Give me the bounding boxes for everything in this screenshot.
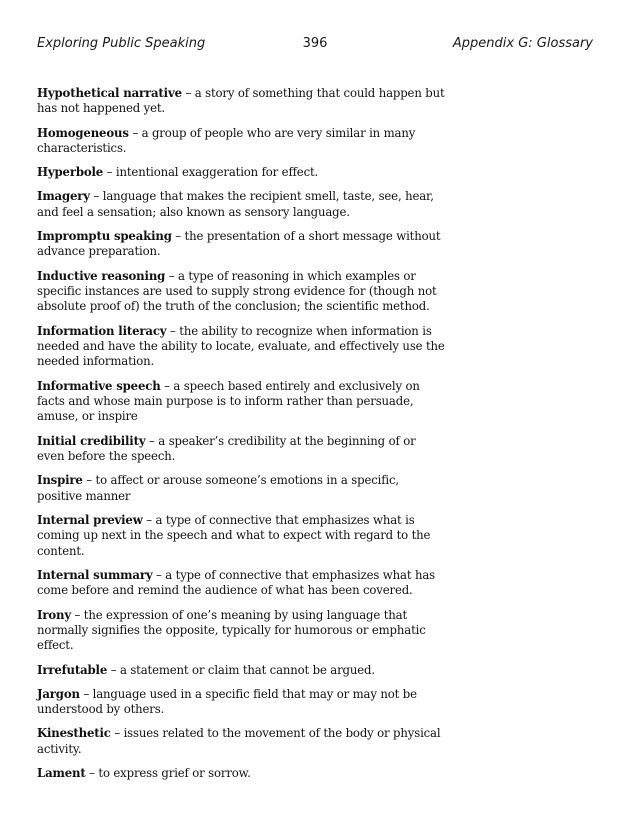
glossary-entry-hyperbole [37, 165, 445, 180]
glossary-entry-internal-preview [37, 513, 445, 559]
glossary-definition: – to express grief or sorrow. [85, 765, 251, 780]
glossary-term: Imagery [37, 189, 90, 204]
glossary-term: Inductive reasoning [37, 268, 166, 283]
glossary-term: Information literacy [37, 323, 167, 338]
glossary-definition: – a story of something that could happen but has not happened yet. [37, 86, 445, 116]
glossary-definition: – a type of connective that emphasizes what has come before and remind the audience of what has been covered. [37, 567, 435, 598]
glossary-term: Internal preview [37, 512, 143, 527]
glossary-definition: – a speaker’s credibility at the beginning of or even before the speech. [37, 433, 416, 464]
glossary-definition: – a speech based entirely and exclusively on facts and whose main purpose is to inform rather than persuade, amuse, or inspire [37, 378, 420, 424]
glossary-term: Internal summary [37, 567, 153, 582]
glossary-definition: – a group of people who are very similar in many characteristics. [37, 125, 416, 156]
glossary-definition: – a statement or claim that cannot be argued. [107, 662, 375, 677]
glossary-entry-lament [37, 766, 445, 781]
glossary-term: Hypothetical narrative [37, 86, 182, 100]
glossary-definition: – the presentation of a short message without advance preparation. [37, 229, 441, 259]
glossary-term: Inspire [37, 473, 83, 488]
glossary-entry-initial-credibility [37, 434, 445, 465]
glossary-entry-imagery [37, 189, 445, 220]
glossary-term: Hyperbole [37, 165, 104, 180]
glossary-entry-internal-summary [37, 568, 445, 599]
glossary-definition: – language that makes the recipient smell, taste, see, hear, and feel a sensation; also known as sensory language. [37, 189, 434, 219]
glossary-entry-homogeneous [37, 126, 445, 157]
glossary-term: Lament [37, 765, 86, 780]
glossary-definition: – a type of connective that emphasizes what is coming up next in the speech and what to expect with regard to the content. [37, 512, 431, 558]
glossary-entry-irony [37, 608, 445, 654]
glossary-definition: – intentional exaggeration for effect. [103, 165, 319, 180]
glossary-entry-impromptu-speaking [37, 229, 445, 260]
glossary-entry-inspire [37, 473, 445, 504]
running-header [37, 36, 593, 56]
header-book-title: Exploring Public Speaking [37, 36, 206, 51]
glossary-list [37, 86, 445, 790]
glossary-entry-inductive-reasoning [37, 269, 445, 315]
glossary-entry-informative-speech [37, 379, 445, 425]
glossary-term: Irony [37, 607, 71, 622]
glossary-entry-jargon [37, 687, 445, 718]
glossary-term: Irrefutable [37, 662, 108, 677]
glossary-entry-information-literacy [37, 324, 445, 370]
glossary-term: Informative speech [37, 378, 161, 393]
header-section-title: Appendix G: Glossary [452, 36, 593, 51]
glossary-definition: – to affect or arouse someone’s emotions in a specific, positive manner [37, 473, 399, 503]
glossary-term: Impromptu speaking [37, 229, 172, 244]
glossary-entry-hypothetical-narrative [37, 86, 445, 117]
glossary-term: Jargon [37, 686, 80, 701]
glossary-term: Homogeneous [37, 125, 129, 140]
glossary-definition: – language used in a specific field that may or may not be understood by others. [37, 686, 417, 717]
glossary-definition: – the expression of one’s meaning by using language that normally signifies the opposite, typically for humorous or emphatic effect. [37, 607, 426, 653]
glossary-term: Kinesthetic [37, 726, 111, 741]
glossary-definition: – issues related to the movement of the body or physical activity. [37, 726, 441, 756]
glossary-term: Initial credibility [37, 433, 146, 448]
glossary-entry-irrefutable [37, 663, 445, 678]
header-page-number: 396 [302, 36, 328, 51]
glossary-definition: – the ability to recognize when information is needed and have the ability to locate, evaluate, and effectively use the needed information. [37, 323, 445, 369]
glossary-entry-kinesthetic [37, 726, 445, 757]
glossary-definition: – a type of reasoning in which examples or specific instances are used to supply strong evidence for (though not absolute proof of) the truth of the conclusion; the scientific method. [37, 268, 437, 314]
